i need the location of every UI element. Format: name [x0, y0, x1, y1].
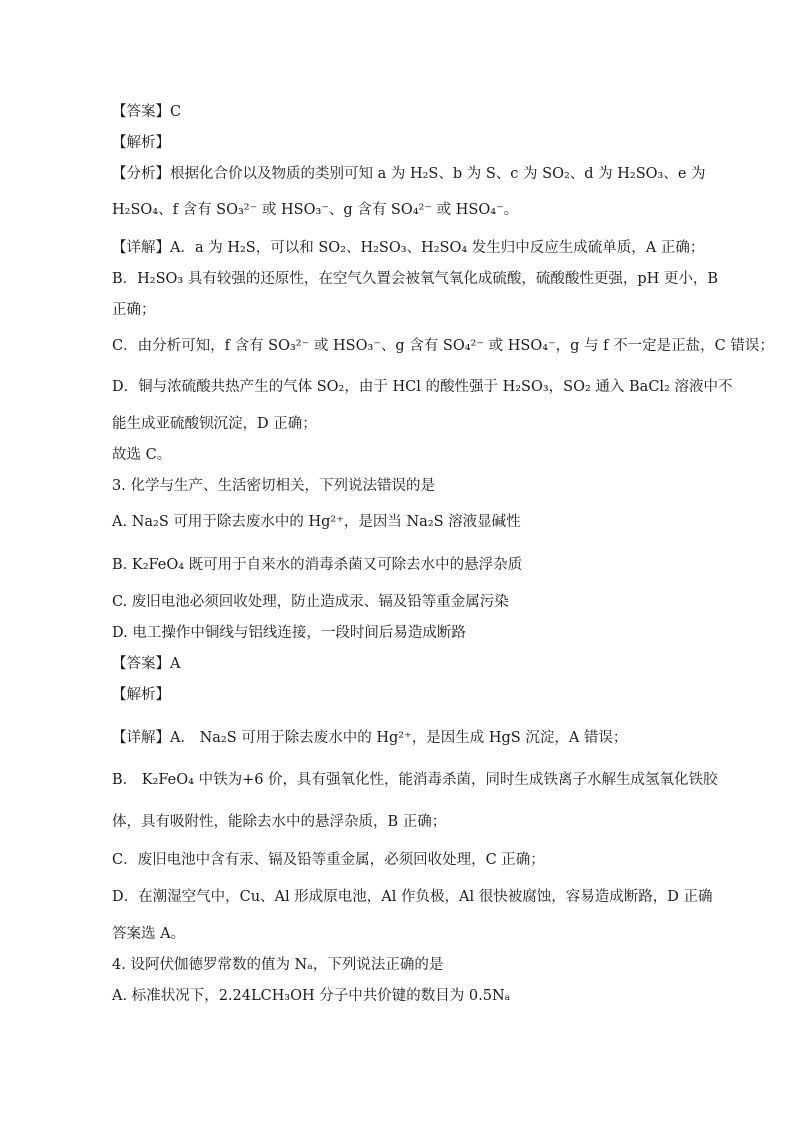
q2-analysis-label: 【解析】	[112, 135, 170, 151]
q3-conclusion: 答案选 A。	[112, 926, 186, 942]
q3-analysis-label: 【解析】	[112, 687, 170, 703]
q2-detail-a: 【详解】A．a 为 H₂S，可以和 SO₂、H₂SO₃、H₂SO₄ 发生归中反应生成硫单质，A 正确；	[112, 240, 705, 256]
q4-stem: 4. 设阿伏伽德罗常数的值为 Nₐ，下列说法正确的是	[112, 957, 444, 973]
q3-detail-c: C．废旧电池中含有汞、镉及铅等重金属，必须回收处理，C 正确；	[112, 852, 545, 868]
q2-answer: 【答案】C	[112, 104, 182, 120]
q2-detail-b-line-2: 正确；	[112, 302, 156, 318]
q2-detail-c: C．由分析可知，f 含有 SO₃²⁻ 或 HSO₃⁻、g 含有 SO₄²⁻ 或 HSO₄⁻，g 与 f 不一定是正盐，C 错误；	[112, 338, 774, 354]
q3-option-d: D. 电工操作中铜线与铝线连接，一段时间后易造成断路	[112, 625, 466, 641]
q3-detail-a: 【详解】A． Na₂S 可用于除去废水中的 Hg²⁺，是因生成 HgS 沉淀，A 错误；	[112, 730, 628, 746]
q3-stem: 3. 化学与生产、生活密切相关，下列说法错误的是	[112, 478, 435, 494]
q3-detail-b-line-2: 体，具有吸附性，能除去水中的悬浮杂质，B 正确；	[112, 814, 447, 830]
q2-detail-d-line-1: D．铜与浓硫酸共热产生的气体 SO₂，由于 HCl 的酸性强于 H₂SO₃，SO₂ 通入 BaCl₂ 溶液中不	[112, 379, 733, 395]
q2-detail-b-line-1: B．H₂SO₃ 具有较强的还原性，在空气久置会被氧气氧化成硫酸，硫酸酸性更强，pH 更小，B	[112, 271, 719, 287]
q2-detail-d-line-2: 能生成亚硫酸钡沉淀，D 正确；	[112, 416, 317, 432]
q3-option-c: C. 废旧电池必须回收处理，防止造成汞、镉及铅等重金属污染	[112, 594, 509, 610]
q2-conclusion: 故选 C。	[112, 447, 172, 463]
q3-answer: 【答案】A	[112, 656, 181, 672]
q3-detail-b-line-1: B． K₂FeO₄ 中铁为+6 价，具有强氧化性，能消毒杀菌，同时生成铁离子水解生成氢氧化铁胶	[112, 772, 718, 788]
q3-option-b: B. K₂FeO₄ 既可用于自来水的消毒杀菌又可除去水中的悬浮杂质	[112, 557, 523, 573]
q3-option-a: A. Na₂S 可用于除去废水中的 Hg²⁺，是因当 Na₂S 溶液显碱性	[112, 514, 521, 530]
q4-option-a: A. 标准状况下，2.24LCH₃OH 分子中共价键的数目为 0.5Nₐ	[112, 988, 511, 1004]
q2-fenxi-line-2: H₂SO₄、f 含有 SO₃²⁻ 或 HSO₃⁻、g 含有 SO₄²⁻ 或 HSO₄⁻。	[112, 202, 519, 218]
q2-fenxi-line-1: 【分析】根据化合价以及物质的类别可知 a 为 H₂S、b 为 S、c 为 SO₂、d 为 H₂SO₃、e 为	[112, 166, 706, 182]
q3-detail-d: D．在潮湿空气中，Cu、Al 形成原电池，Al 作负极，Al 很快被腐蚀，容易造成断路，D 正确	[112, 889, 713, 905]
